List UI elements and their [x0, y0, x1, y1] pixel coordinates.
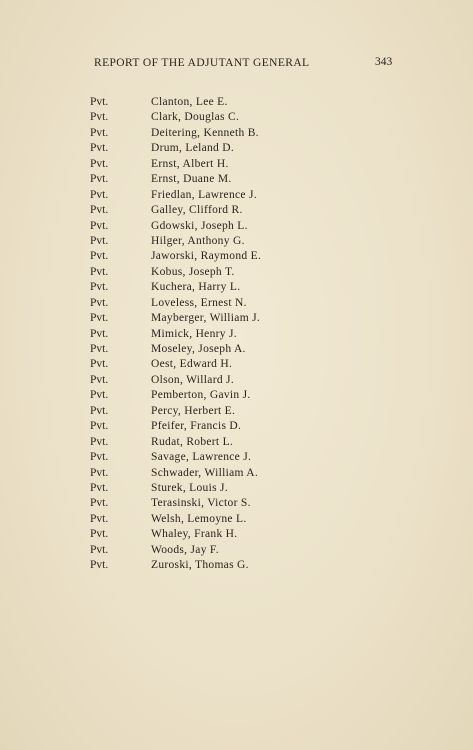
roster-row: [0, 280, 473, 295]
rank-label: Pvt.: [90, 234, 109, 247]
roster-row: [0, 512, 473, 527]
rank-label: Pvt.: [90, 559, 109, 572]
roster-row: [0, 558, 473, 573]
soldier-name: Gdowski, Joseph L.: [151, 219, 248, 232]
rank-label: Pvt.: [90, 451, 109, 464]
rank-label: Pvt.: [90, 281, 109, 294]
rank-label: Pvt.: [90, 543, 109, 556]
rank-label: Pvt.: [90, 343, 109, 355]
roster-row: [0, 342, 473, 357]
rank-label: Pvt.: [90, 111, 109, 124]
soldier-name: Percy, Herbert E.: [151, 404, 236, 417]
rank-label: Pvt.: [90, 389, 109, 402]
rank-label: Pvt.: [90, 481, 109, 494]
roster-row: [0, 265, 473, 280]
rank-label: Pvt.: [90, 126, 109, 139]
rank-label: Pvt.: [90, 358, 109, 371]
roster-row: [0, 435, 473, 450]
roster-row: [0, 481, 473, 496]
roster-row: [0, 126, 473, 141]
soldier-name: Moseley, Joseph A.: [151, 343, 246, 355]
soldier-name: Welsh, Lemoyne L.: [151, 512, 247, 525]
rank-label: Pvt.: [90, 173, 109, 186]
soldier-name: Pfeifer, Francis D.: [151, 420, 242, 433]
running-title: REPORT OF THE ADJUTANT GENERAL: [94, 57, 310, 69]
rank-label: Pvt.: [90, 204, 109, 217]
soldier-name: Ernst, Duane M.: [151, 173, 232, 186]
soldier-name: Kuchera, Harry L.: [151, 281, 241, 294]
soldier-name: Kobus, Joseph T.: [151, 265, 235, 278]
roster-row: [0, 373, 473, 388]
roster-row: [0, 95, 473, 110]
rank-label: Pvt.: [90, 312, 109, 325]
rank-label: Pvt.: [90, 188, 109, 201]
roster-row: [0, 466, 473, 481]
roster-row: [0, 327, 473, 342]
rank-label: Pvt.: [90, 96, 109, 108]
rank-label: Pvt.: [90, 373, 109, 386]
roster-row: [0, 357, 473, 372]
soldier-name: Mimick, Henry J.: [151, 327, 237, 340]
roster-row: [0, 234, 473, 249]
soldier-name: Friedlan, Lawrence J.: [151, 188, 257, 201]
roster-row: [0, 157, 473, 172]
rank-label: Pvt.: [90, 528, 109, 541]
soldier-name: Hilger, Anthony G.: [151, 234, 245, 247]
roster-row: [0, 296, 473, 311]
soldier-name: Clanton, Lee E.: [151, 96, 228, 108]
soldier-name: Jaworski, Raymond E.: [151, 250, 262, 263]
rank-label: Pvt.: [90, 420, 109, 433]
rank-label: Pvt.: [90, 219, 109, 232]
roster-row: [0, 419, 473, 434]
rank-label: Pvt.: [90, 265, 109, 278]
roster-row: [0, 172, 473, 187]
rank-label: Pvt.: [90, 512, 109, 525]
roster-row: [0, 219, 473, 234]
roster-row: [0, 311, 473, 326]
roster-row: [0, 203, 473, 218]
roster-row: [0, 450, 473, 465]
rank-label: Pvt.: [90, 404, 109, 417]
rank-label: Pvt.: [90, 466, 109, 479]
soldier-name: Ernst, Albert H.: [151, 157, 229, 170]
page-number: 343: [375, 56, 393, 68]
soldier-name: Clark, Douglas C.: [151, 111, 240, 124]
soldier-name: Sturek, Louis J.: [151, 481, 228, 494]
soldier-name: Oest, Edward H.: [151, 358, 233, 371]
soldier-name: Pemberton, Gavin J.: [151, 389, 251, 402]
roster-row: [0, 110, 473, 125]
rank-label: Pvt.: [90, 250, 109, 263]
roster-row: [0, 388, 473, 403]
soldier-name: Zuroski, Thomas G.: [151, 559, 249, 572]
roster-row: [0, 141, 473, 156]
rank-label: Pvt.: [90, 435, 109, 448]
soldier-name: Savage, Lawrence J.: [151, 451, 252, 464]
roster-row: [0, 496, 473, 511]
rank-label: Pvt.: [90, 327, 109, 340]
roster-list: [0, 95, 473, 574]
soldier-name: Whaley, Frank H.: [151, 528, 238, 541]
soldier-name: Rudat, Robert L.: [151, 435, 234, 448]
roster-row: [0, 188, 473, 203]
soldier-name: Galley, Clifford R.: [151, 204, 243, 217]
roster-row: [0, 543, 473, 558]
soldier-name: Deitering, Kenneth B.: [151, 126, 259, 139]
rank-label: Pvt.: [90, 142, 109, 155]
rank-label: Pvt.: [90, 157, 109, 170]
soldier-name: Terasinski, Victor S.: [151, 497, 251, 510]
rank-label: Pvt.: [90, 497, 109, 510]
rank-label: Pvt.: [90, 296, 109, 309]
soldier-name: Schwader, William A.: [151, 466, 259, 479]
roster-row: [0, 249, 473, 264]
roster-row: [0, 527, 473, 542]
soldier-name: Mayberger, William J.: [151, 312, 261, 325]
soldier-name: Olson, Willard J.: [151, 373, 235, 386]
roster-row: [0, 404, 473, 419]
soldier-name: Woods, Jay F.: [151, 543, 219, 556]
soldier-name: Loveless, Ernest N.: [151, 296, 247, 309]
soldier-name: Drum, Leland D.: [151, 142, 235, 155]
